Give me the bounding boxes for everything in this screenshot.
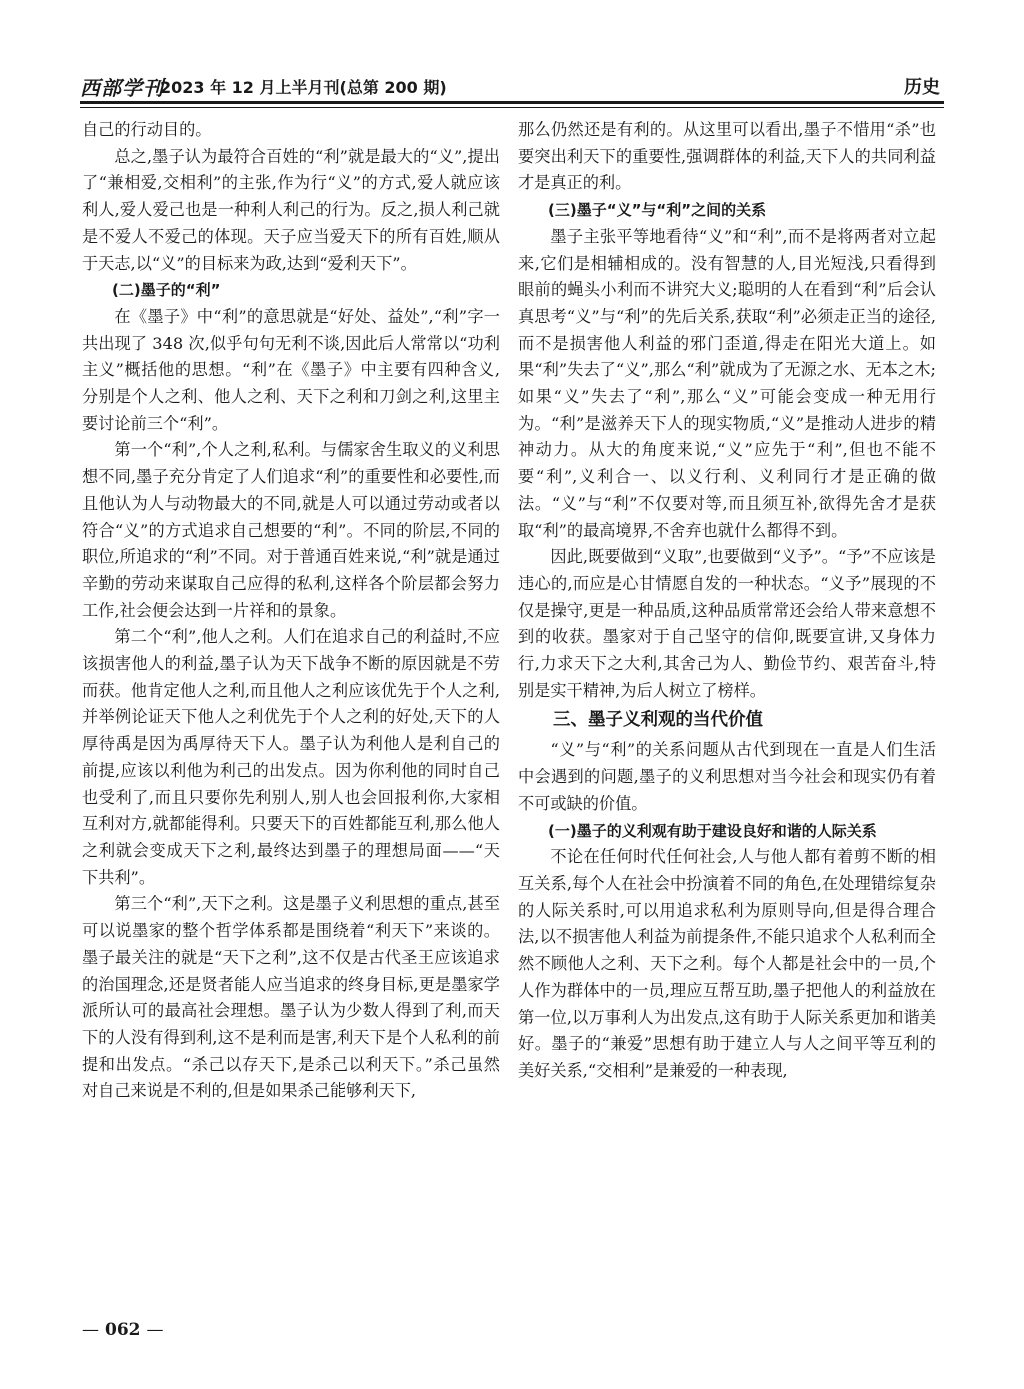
body-paragraph: 第一个“利”,个人之利,私利。与儒家舍生取义的义利思想不同,墨子充分肯定了人们追求“利”的重要性和必要性,而且他认为人与动物最大的不同,就是人可以通过劳动或者以符合“义”的方式追求自己想要的“利”。不同的阶层,不同的职位,所追求的“利”不同。对于普通百姓来说,“利”就是通过辛勤的劳动来谋取自己应得的私利,这样各个阶层都会努力工作,社会便会达到一片祥和的景象。 — [82, 440, 500, 620]
issue-info: 2023 年 12 月上半月刊(总第 200 期) — [160, 78, 447, 97]
body-paragraph: 不论在任何时代任何社会,人与他人都有着剪不断的相互关系,每个人在社会中扮演着不同的角色,在处理错综复杂的人际关系时,可以用追求私利为原则导向,但是得合理合法,以不损害他人利益为前提条件,不能只追求个人私利而全然不顾他人之利、天下之利。每个人都是社会中的一员,个人作为群体中的一员,理应互帮互助,墨子把他人的利益放在第一位,以万事利人为出发点,这有助于人际关系更加和谐美好。墨子的“兼爱”思想有助于建立人与人之间平等互利的美好关系,“交相利”是兼爱的一种表现, — [518, 847, 936, 1080]
header-rule-thin — [80, 107, 944, 108]
journal-logo: 西部学刊 — [80, 76, 164, 100]
page-footer — [82, 1320, 164, 1340]
body-paragraph: 总之,墨子认为最符合百姓的“利”就是最大的“义”,提出了“兼相爱,交相利”的主张,作为行“义”的方式,爱人就应该利人,爱人爱己也是一种利人利己的行为。反之,损人利己就是不爱人不爱己的体现。天子应当爱天下的所有百姓,顺从于天志,以“义”的目标来为政,达到“爱利天下”。 — [82, 146, 500, 273]
body-paragraph: 因此,既要做到“义取”,也要做到“义予”。“予”不应该是违心的,而应是心甘情愿自发的一种状态。“义予”展现的不仅是操守,更是一种品质,这种品质常常还会给人带来意想不到的收获。墨家对于自己坚守的信仰,既要宣讲,又身体力行,力求天下之大利,其舍己为人、勤俭节约、艰苦奋斗,特别是实干精神,为后人树立了榜样。 — [518, 547, 936, 700]
body-paragraph: 那么仍然还是有利的。从这里可以看出,墨子不惜用“杀”也要突出利天下的重要性,强调群体的利益,天下人的共同利益才是真正的利。 — [518, 120, 936, 193]
subsection-heading: (二)墨子的“利” — [112, 281, 221, 300]
section-label: 历史 — [904, 77, 940, 98]
page-number: 062 — [105, 1320, 141, 1340]
footer-dash-left: — — [82, 1320, 99, 1340]
left-column — [82, 117, 500, 1105]
body-paragraph: 第二个“利”,他人之利。人们在追求自己的利益时,不应该损害他人的利益,墨子认为天下战争不断的原因就是不劳而获。他肯定他人之利,而且他人之利应该优先于个人之利,并举例论证天下他人之利优先于个人之利的好处,天下的人厚待禹是因为禹厚待天下人。墨子认为利他人是利自己的前提,应该以利他为利己的出发点。因为你利他的同时自己也受利了,而且只要你先利别人,别人也会回报利你,大家相互利对方,就都能得利。只要天下的百姓都能互利,那么他人之利就会变成天下之利,最终达到墨子的理想局面——“天下共利”。 — [82, 627, 500, 887]
body-paragraph: “义”与“利”的关系问题从古代到现在一直是人们生活中会遇到的问题,墨子的义利思想对当今社会和现实仍有着不可或缺的价值。 — [518, 740, 936, 813]
body-paragraph: 在《墨子》中“利”的意思就是“好处、益处”,“利”字一共出现了 348 次,似乎句句无利不谈,因此后人常常以“功利主义”概括他的思想。“利”在《墨子》中主要有四种含义,分别是个人之利、他人之利、天下之利和刀剑之利,这里主要讨论前三个“利”。 — [82, 306, 500, 433]
section-heading: 三、墨子义利观的当代价值 — [553, 710, 763, 731]
body-paragraph: 墨子主张平等地看待“义”和“利”,而不是将两者对立起来,它们是相辅相成的。没有智慧的人,目光短浅,只看得到眼前的蝇头小利而不讲究大义;聪明的人在看到“利”后会认真思考“义”与“利”的先后关系,获取“利”必须走正当的途径,而不是损害他人利益的邪门歪道,得走在阳光大道上。如果“利”失去了“义”,那么“利”就成为了无源之水、无本之木;如果“义”失去了“利”,那么“义”可能会变成一种无用行为。“利”是滋养天下人的现实物质,“义”是推动人进步的精神动力。从大的角度来说,“义”应先于“利”,但也不能不要“利”,义利合一、以义行利、义利同行才是正确的做法。“义”与“利”不仅要对等,而且须互补,欲得先舍才是获取“利”的最高境界,不舍弃也就什么都得不到。 — [518, 226, 936, 540]
subsection-heading: (一)墨子的义利观有助于建设良好和谐的人际关系 — [548, 821, 877, 840]
right-column — [518, 117, 936, 1085]
header-rule-thick — [80, 101, 944, 104]
running-header — [80, 72, 944, 102]
footer-dash-right: — — [146, 1320, 164, 1340]
body-paragraph: 自己的行动目的。 — [82, 120, 212, 139]
subsection-heading: (三)墨子“义”与“利”之间的关系 — [548, 201, 767, 220]
body-paragraph: 第三个“利”,天下之利。这是墨子义利思想的重点,甚至可以说墨家的整个哲学体系都是围绕着“利天下”来谈的。墨子最关注的就是“天下之利”,这不仅是古代圣王应该追求的治国理念,还是贤者能人应当追求的终身目标,更是墨家学派所认可的最高社会理想。墨子认为少数人得到了利,而天下的人没有得到利,这不是利而是害,利天下是个人私利的前提和出发点。“杀己以存天下,是杀己以利天下。”杀己虽然对自己来说是不利的,但是如果杀己能够利天下, — [82, 894, 500, 1101]
